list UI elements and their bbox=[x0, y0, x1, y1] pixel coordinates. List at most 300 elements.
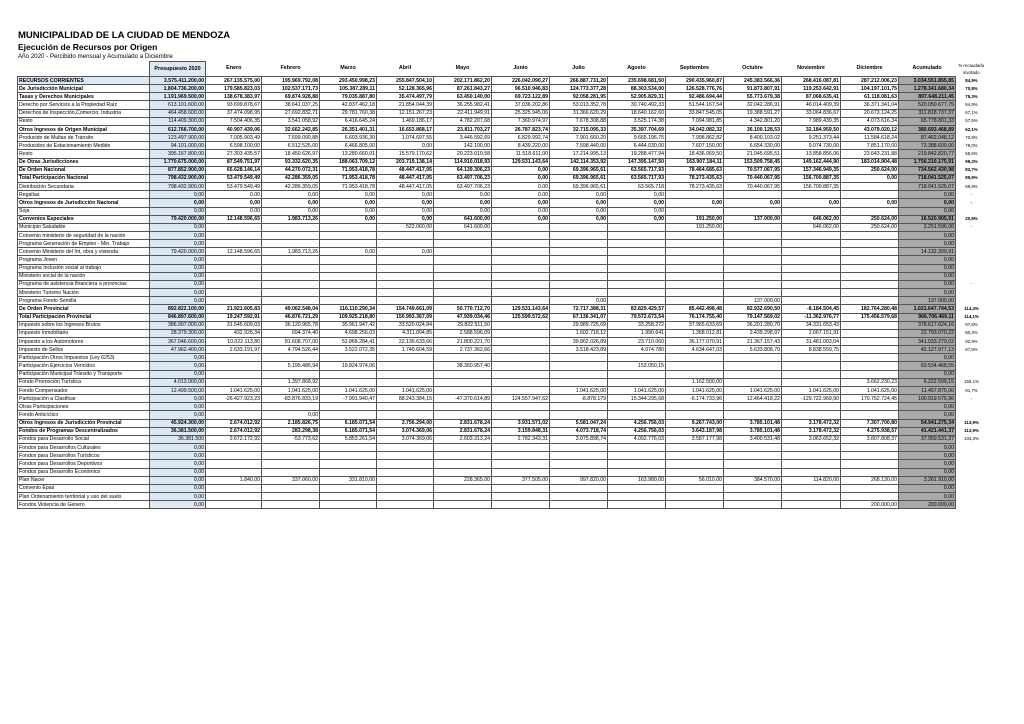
row-label: Plan Nacer bbox=[18, 476, 150, 484]
table-cell: 0,00 bbox=[492, 174, 550, 182]
table-cell: 70.577.067,95 bbox=[724, 166, 782, 174]
table-cell bbox=[841, 231, 899, 239]
table-cell: 1.041.625,00 bbox=[724, 386, 782, 394]
table-cell: 48.447.417,05 bbox=[377, 166, 434, 174]
table-cell: 1.983.713,26 bbox=[262, 215, 320, 223]
table-cell: 1.278.341.680,34 bbox=[899, 85, 956, 93]
table-cell: 0,00 bbox=[899, 256, 956, 264]
table-row bbox=[18, 338, 988, 346]
table-cell bbox=[377, 297, 434, 305]
table-cell: 646.062,00 bbox=[782, 223, 841, 231]
table-cell: 718.041.525,07 bbox=[899, 183, 956, 191]
row-label: Ministerio Turismo Nación bbox=[18, 289, 150, 297]
table-cell bbox=[666, 256, 724, 264]
table-cell: 8.838.559,75 bbox=[782, 346, 841, 354]
table-cell bbox=[550, 354, 608, 362]
table-cell bbox=[262, 272, 320, 280]
table-cell: 4.794.526,44 bbox=[262, 346, 320, 354]
table-cell: 6.444.030,00 bbox=[608, 142, 666, 150]
table-cell: 94.101.000,00 bbox=[150, 142, 206, 150]
table-cell: 9.251.373,44 bbox=[782, 134, 841, 142]
table-cell: 0,00 bbox=[150, 484, 206, 492]
table-cell bbox=[320, 223, 377, 231]
table-cell: 3.074.369,06 bbox=[377, 435, 434, 443]
table-cell: 12.151.267,23 bbox=[377, 109, 434, 117]
table-cell: 13.858.856,06 bbox=[782, 150, 841, 158]
table-cell bbox=[724, 354, 782, 362]
table-cell: 91.873.807,91 bbox=[724, 85, 782, 93]
column-header-jan: Enero bbox=[206, 62, 262, 77]
table-cell: 2.831.678,24 bbox=[434, 427, 492, 435]
table-cell bbox=[262, 444, 320, 452]
table-cell bbox=[782, 240, 841, 248]
table-cell bbox=[262, 354, 320, 362]
table-cell bbox=[320, 452, 377, 460]
table-cell: 3.063.652,32 bbox=[782, 435, 841, 443]
table-cell bbox=[666, 231, 724, 239]
table-cell bbox=[320, 403, 377, 411]
table-cell: 0,00 bbox=[320, 199, 377, 207]
table-cell: 119.253.642,91 bbox=[782, 85, 841, 93]
table-cell bbox=[782, 468, 841, 476]
table-cell: 734.562.430,98 bbox=[899, 166, 956, 174]
table-cell bbox=[492, 297, 550, 305]
table-cell bbox=[206, 452, 262, 460]
column-header-oct: Octubre bbox=[724, 62, 782, 77]
table-cell: 1.191.969.500,00 bbox=[150, 93, 206, 101]
table-cell bbox=[724, 280, 782, 288]
table-cell: 0,00 bbox=[206, 207, 262, 215]
table-cell bbox=[262, 231, 320, 239]
table-cell bbox=[377, 370, 434, 378]
table-cell bbox=[724, 240, 782, 248]
table-cell: 79.420.000,00 bbox=[150, 215, 206, 223]
table-row bbox=[18, 297, 988, 305]
table-cell: 41.421.441,37 bbox=[899, 427, 956, 435]
table-cell bbox=[550, 501, 608, 509]
column-header-nov: Noviembre bbox=[782, 62, 841, 77]
table-cell: 116.110.290,34 bbox=[320, 305, 377, 313]
column-header-percent: % recaudado s/votado bbox=[956, 62, 988, 77]
table-cell: 203.719.138,14 bbox=[377, 158, 434, 166]
table-row bbox=[18, 362, 988, 370]
table-cell: 170.752.724,45 bbox=[841, 395, 899, 403]
table-cell: 50.770.712,70 bbox=[434, 305, 492, 313]
table-cell: 15.579.170,62 bbox=[377, 150, 434, 158]
table-cell: 114.910.018,93 bbox=[434, 158, 492, 166]
row-label: Producido de Multas de Tránsito bbox=[18, 134, 150, 142]
table-cell bbox=[724, 403, 782, 411]
table-cell bbox=[666, 354, 724, 362]
table-cell: 0,00 bbox=[150, 362, 206, 370]
table-cell bbox=[262, 240, 320, 248]
table-cell bbox=[724, 484, 782, 492]
table-cell: 1.041.625,00 bbox=[377, 386, 434, 394]
row-label: De Orden Nacional bbox=[18, 166, 150, 174]
table-cell: 0,00 bbox=[899, 199, 956, 207]
table-cell bbox=[841, 207, 899, 215]
table-cell: 82.932.690,50 bbox=[724, 305, 782, 313]
table-cell: 0,00 bbox=[666, 199, 724, 207]
table-row bbox=[18, 484, 988, 492]
table-row bbox=[18, 354, 988, 362]
table-cell: 142.100,00 bbox=[434, 142, 492, 150]
table-cell bbox=[841, 264, 899, 272]
table-cell bbox=[377, 272, 434, 280]
table-cell: 0,00 bbox=[377, 142, 434, 150]
row-label: Fondos para Desarrollo Económico bbox=[18, 468, 150, 476]
table-cell: 20.673.124,25 bbox=[841, 109, 899, 117]
table-row bbox=[18, 125, 988, 133]
table-cell: 0,00 bbox=[608, 207, 666, 215]
table-cell: -83.876.833,19 bbox=[262, 395, 320, 403]
table-cell: 93.332.620,35 bbox=[262, 158, 320, 166]
table-cell: 0,00 bbox=[262, 411, 320, 419]
table-cell: 520.050.677,75 bbox=[899, 101, 956, 109]
table-cell: 1.041.625,00 bbox=[841, 386, 899, 394]
table-cell: 63.565.717,93 bbox=[608, 166, 666, 174]
table-cell: 0,00 bbox=[492, 191, 550, 199]
table-cell: 250.624,00 bbox=[841, 166, 899, 174]
table-cell: 464.458.600,00 bbox=[150, 109, 206, 117]
table-cell bbox=[206, 370, 262, 378]
table-cell: 798.432.900,00 bbox=[150, 174, 206, 182]
table-cell: 3.074.369,06 bbox=[377, 427, 434, 435]
table-cell: 16.653.868,17 bbox=[377, 125, 434, 133]
percent-cell bbox=[956, 460, 988, 468]
table-cell: 0,00 bbox=[320, 215, 377, 223]
row-label: De Otras Jurisdicciones bbox=[18, 158, 150, 166]
table-cell bbox=[550, 362, 608, 370]
table-cell bbox=[724, 501, 782, 509]
table-cell: 3.075.898,74 bbox=[550, 435, 608, 443]
table-cell: 71.953.418,78 bbox=[320, 166, 377, 174]
row-label: De Orden Provincial bbox=[18, 305, 150, 313]
table-row bbox=[18, 264, 988, 272]
table-cell bbox=[492, 280, 550, 288]
table-cell: 70.440.067,95 bbox=[724, 174, 782, 182]
table-cell bbox=[377, 501, 434, 509]
table-row bbox=[18, 240, 988, 248]
table-row bbox=[18, 134, 988, 142]
percent-cell: 83,7% bbox=[965, 167, 978, 173]
row-label: Resto bbox=[18, 117, 150, 125]
table-cell: 12.148.596,65 bbox=[206, 248, 262, 256]
table-cell: 0,00 bbox=[899, 403, 956, 411]
table-cell bbox=[550, 240, 608, 248]
table-cell: 33.520.024,84 bbox=[377, 321, 434, 329]
table-row bbox=[18, 215, 988, 223]
row-label: Impuesto de Sellos bbox=[18, 346, 150, 354]
table-cell bbox=[377, 354, 434, 362]
table-cell: 124.557.947,62 bbox=[492, 395, 550, 403]
table-cell: 46.876.721,29 bbox=[262, 313, 320, 321]
table-cell: 1.041.625,00 bbox=[206, 386, 262, 394]
table-cell bbox=[492, 329, 550, 337]
table-cell bbox=[492, 386, 550, 394]
row-label: Distribución Secundaria bbox=[18, 183, 150, 191]
table-cell: 612.766.700,00 bbox=[150, 125, 206, 133]
table-cell: 266.887.731,20 bbox=[550, 77, 608, 85]
table-cell bbox=[608, 280, 666, 288]
table-cell bbox=[434, 444, 492, 452]
percent-cell bbox=[956, 476, 988, 484]
table-cell bbox=[724, 362, 782, 370]
table-cell: 18.640.162,60 bbox=[608, 109, 666, 117]
table-cell: 1.041.625,00 bbox=[666, 386, 724, 394]
table-cell bbox=[320, 297, 377, 305]
percent-cell: 75,3% bbox=[965, 93, 978, 99]
table-cell bbox=[262, 460, 320, 468]
table-cell: 6.829.992,74 bbox=[492, 134, 550, 142]
percent-cell bbox=[956, 362, 988, 370]
table-cell: 153.050,15 bbox=[608, 362, 666, 370]
table-cell: 5.581.047,24 bbox=[550, 419, 608, 427]
table-cell: 63.565.717,93 bbox=[608, 174, 666, 182]
table-cell bbox=[608, 223, 666, 231]
column-header-dec: Diciembre bbox=[841, 62, 899, 77]
table-cell: 0,00 bbox=[150, 476, 206, 484]
table-cell bbox=[666, 403, 724, 411]
table-cell: 0,00 bbox=[899, 444, 956, 452]
table-cell: 36.201.280,70 bbox=[724, 321, 782, 329]
row-label: Fondo Promoción Turística bbox=[18, 378, 150, 386]
table-cell: 71.953.418,78 bbox=[320, 183, 377, 191]
table-cell: 36.371.341,04 bbox=[841, 101, 899, 109]
table-cell bbox=[841, 280, 899, 288]
table-cell: 0,00 bbox=[150, 370, 206, 378]
table-cell: 4.256.756,03 bbox=[608, 419, 666, 427]
table-cell: 245.383.566,36 bbox=[724, 77, 782, 85]
table-cell bbox=[206, 272, 262, 280]
table-cell bbox=[492, 444, 550, 452]
table-cell: 0,00 bbox=[899, 370, 956, 378]
table-row bbox=[18, 231, 988, 239]
table-cell: 157.346.949,35 bbox=[782, 166, 841, 174]
table-cell: 1.770.675.000,00 bbox=[150, 158, 206, 166]
table-row bbox=[18, 411, 988, 419]
percent-cell: 114,1% bbox=[964, 314, 979, 320]
table-row bbox=[18, 142, 988, 150]
percent-cell bbox=[956, 452, 988, 460]
table-cell bbox=[434, 403, 492, 411]
table-cell bbox=[320, 231, 377, 239]
table-cell: 1.074.697,55 bbox=[377, 134, 434, 142]
table-cell: 11.457.875,00 bbox=[899, 386, 956, 394]
table-cell: 43.079.020,12 bbox=[841, 125, 899, 133]
table-cell: 7.607.150,00 bbox=[666, 142, 724, 150]
row-label: Participación Otros Impuestos (Ley 6253) bbox=[18, 354, 150, 362]
table-cell bbox=[550, 468, 608, 476]
percent-cell bbox=[956, 484, 988, 492]
percent-cell bbox=[956, 289, 988, 297]
table-row bbox=[18, 435, 988, 443]
table-cell: 147.395.147,50 bbox=[608, 158, 666, 166]
table-cell bbox=[666, 264, 724, 272]
table-row bbox=[18, 166, 988, 174]
table-cell: 2.672.172,92 bbox=[206, 435, 262, 443]
percent-cell: 113,9% bbox=[964, 428, 979, 434]
table-cell bbox=[666, 272, 724, 280]
table-cell bbox=[492, 321, 550, 329]
table-cell: 44.270.072,31 bbox=[262, 166, 320, 174]
table-cell bbox=[492, 338, 550, 346]
table-cell bbox=[320, 289, 377, 297]
table-cell: 27.692.832,71 bbox=[262, 109, 320, 117]
table-cell: 4.275.938,57 bbox=[841, 427, 899, 435]
table-cell: 0,00 bbox=[841, 174, 899, 182]
percent-cell bbox=[956, 248, 988, 256]
table-cell: 55.773.679,38 bbox=[724, 93, 782, 101]
percent-cell: 80,3% bbox=[965, 330, 978, 336]
table-cell: 0,00 bbox=[377, 215, 434, 223]
table-cell: 7.005.903,49 bbox=[206, 134, 262, 142]
table-cell: 3.575.411.200,00 bbox=[150, 77, 206, 85]
table-cell bbox=[434, 240, 492, 248]
table-cell bbox=[724, 191, 782, 199]
table-row bbox=[18, 93, 988, 101]
table-cell: 79.147.569,02 bbox=[724, 313, 782, 321]
table-cell bbox=[666, 452, 724, 460]
table-cell: 7.699.090,88 bbox=[262, 134, 320, 142]
table-cell: 92.486.694,44 bbox=[666, 93, 724, 101]
table-cell bbox=[666, 207, 724, 215]
table-cell: 0,00 bbox=[150, 403, 206, 411]
table-cell: 33.064.836,67 bbox=[782, 109, 841, 117]
percent-cell bbox=[956, 264, 988, 272]
table-cell: 0,00 bbox=[150, 256, 206, 264]
table-cell bbox=[724, 378, 782, 386]
table-cell bbox=[841, 468, 899, 476]
table-cell bbox=[320, 501, 377, 509]
table-cell bbox=[608, 370, 666, 378]
table-cell: 33.847.545,05 bbox=[666, 109, 724, 117]
percent-cell: 62,1% bbox=[965, 126, 978, 132]
table-cell: 71.953.418,78 bbox=[320, 174, 377, 182]
table-cell: 11.584.618,24 bbox=[841, 134, 899, 142]
table-cell bbox=[377, 231, 434, 239]
percent-cell bbox=[956, 297, 988, 305]
table-cell bbox=[492, 240, 550, 248]
table-row bbox=[18, 223, 988, 231]
table-row bbox=[18, 77, 988, 85]
table-cell: 7.360.974,97 bbox=[492, 117, 550, 125]
table-cell: 53.013.352,78 bbox=[550, 101, 608, 109]
table-cell: 14.132.309,91 bbox=[899, 248, 956, 256]
table-cell bbox=[320, 354, 377, 362]
table-cell bbox=[841, 403, 899, 411]
table-cell bbox=[841, 256, 899, 264]
percent-cell: 91,7% bbox=[965, 387, 978, 393]
table-cell bbox=[492, 403, 550, 411]
table-cell bbox=[841, 484, 899, 492]
table-cell bbox=[492, 272, 550, 280]
table-cell bbox=[608, 484, 666, 492]
table-cell: 63.534.468,55 bbox=[899, 362, 956, 370]
table-row bbox=[18, 378, 988, 386]
table-cell: 290.435.960,87 bbox=[666, 77, 724, 85]
column-header-apr: Abril bbox=[377, 62, 434, 77]
table-cell: 37.474.098,95 bbox=[206, 109, 262, 117]
table-cell bbox=[320, 411, 377, 419]
table-cell: 877.852.900,00 bbox=[150, 166, 206, 174]
table-cell: 7.504.406,35 bbox=[206, 117, 262, 125]
table-cell: 0,00 bbox=[150, 460, 206, 468]
table-cell: 235.698.681,50 bbox=[608, 77, 666, 85]
table-cell bbox=[782, 378, 841, 386]
table-cell bbox=[206, 411, 262, 419]
table-cell: 0,00 bbox=[150, 354, 206, 362]
table-cell: 72.717.388,31 bbox=[550, 305, 608, 313]
table-row bbox=[18, 256, 988, 264]
column-header-accumulated: Acumulado bbox=[899, 62, 956, 77]
table-cell bbox=[724, 207, 782, 215]
table-cell: 138.678.383,97 bbox=[206, 93, 262, 101]
table-cell bbox=[841, 191, 899, 199]
table-cell: 4.073.616,34 bbox=[841, 117, 899, 125]
table-cell bbox=[841, 321, 899, 329]
column-header-sep: Septiembre bbox=[666, 62, 724, 77]
table-cell bbox=[206, 289, 262, 297]
table-cell: 23.643.231,88 bbox=[841, 150, 899, 158]
table-cell: 0,00 bbox=[434, 207, 492, 215]
table-cell: 81.608.707,00 bbox=[262, 338, 320, 346]
table-cell: 0,00 bbox=[262, 199, 320, 207]
table-cell: 69.396.965,61 bbox=[550, 183, 608, 191]
column-header-jun: Junio bbox=[492, 62, 550, 77]
row-label: Total Participación Nacional bbox=[18, 174, 150, 182]
table-cell: 126.528.776,76 bbox=[666, 85, 724, 93]
table-cell: 156.700.887,35 bbox=[782, 183, 841, 191]
table-cell bbox=[377, 492, 434, 500]
table-row bbox=[18, 329, 988, 337]
table-cell bbox=[550, 492, 608, 500]
table-cell bbox=[206, 297, 262, 305]
table-cell: 36.120.965,78 bbox=[262, 321, 320, 329]
table-cell: 31.481.003,04 bbox=[782, 338, 841, 346]
table-cell bbox=[206, 403, 262, 411]
table-cell: 52.868.284,41 bbox=[320, 338, 377, 346]
table-cell: 109.925.218,80 bbox=[320, 313, 377, 321]
table-cell: 32.184.959,50 bbox=[782, 125, 841, 133]
table-cell bbox=[434, 468, 492, 476]
table-cell: 1.397.868,92 bbox=[262, 378, 320, 386]
table-cell: 293.450.998,23 bbox=[320, 77, 377, 85]
table-cell: 124.773.377,28 bbox=[550, 85, 608, 93]
table-cell: 31.545.609,03 bbox=[206, 321, 262, 329]
table-cell bbox=[666, 240, 724, 248]
table-cell: 65.778.801,33 bbox=[899, 117, 956, 125]
table-cell: 341.033.279,02 bbox=[899, 338, 956, 346]
table-cell: 367.046.600,00 bbox=[150, 338, 206, 346]
table-cell: 36.177.070,91 bbox=[666, 338, 724, 346]
table-cell: 0,00 bbox=[320, 191, 377, 199]
row-label: Impuesto sobre los Ingresos Brutos bbox=[18, 321, 150, 329]
table-cell: 179.585.823,03 bbox=[206, 85, 262, 93]
row-label: De Jurisdicción Municipal bbox=[18, 85, 150, 93]
row-label: Regalías bbox=[18, 191, 150, 199]
table-cell bbox=[782, 362, 841, 370]
table-cell: 3.643.187,98 bbox=[666, 427, 724, 435]
table-cell bbox=[320, 492, 377, 500]
table-cell: 51.544.167,54 bbox=[666, 101, 724, 109]
column-header-jul: Julio bbox=[550, 62, 608, 77]
table-cell: 104.197.101,75 bbox=[841, 85, 899, 93]
row-label: Fondos Violencia de Genero bbox=[18, 501, 150, 509]
table-row bbox=[18, 346, 988, 354]
table-cell: 34.042.082,32 bbox=[666, 125, 724, 133]
table-cell: 13.280.660,01 bbox=[320, 150, 377, 158]
